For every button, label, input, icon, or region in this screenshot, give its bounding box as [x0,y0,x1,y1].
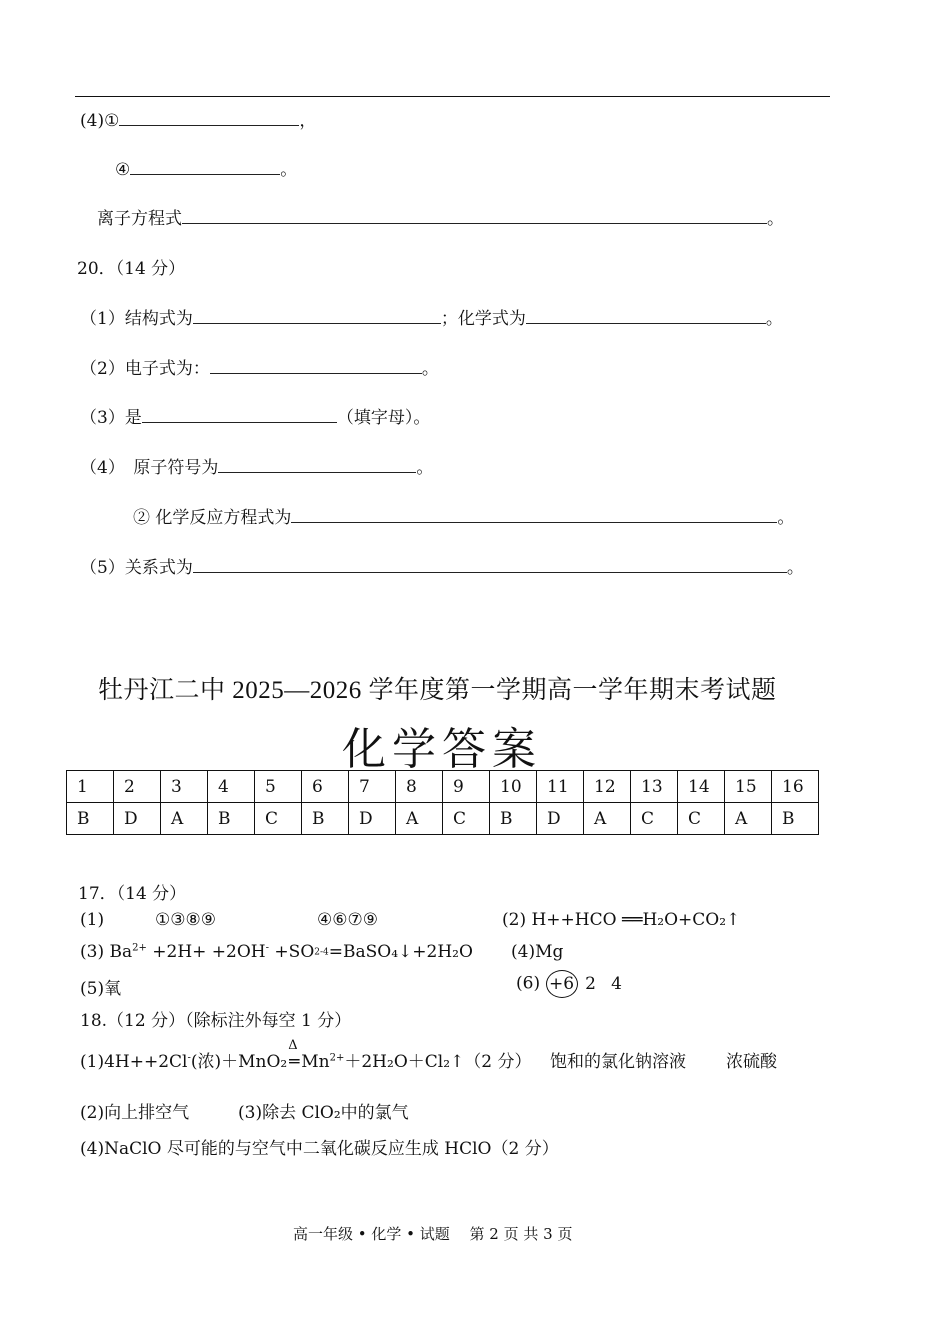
table-cell: 13 [631,771,678,803]
table-cell: D [349,803,396,835]
mc-answer-table [66,770,819,835]
q18-reagent-1: 饱和的氯化钠溶液 [550,1052,686,1072]
table-cell: 3 [161,771,208,803]
answer-blank [193,554,787,573]
table-cell: 15 [725,771,772,803]
ionic-equation-line: 离子方程式 。 [97,204,784,229]
table-cell: 2 [114,771,161,803]
table-cell: 1 [67,771,114,803]
table-cell: B [67,803,114,835]
electron-shell-2: 4 [611,974,622,994]
table-cell: 16 [772,771,819,803]
heat-condition: Δ ═ [288,1038,300,1072]
table-cell: A [725,803,772,835]
atom-nucleus: +6 [546,970,578,998]
q17-part2: (2) H++HCO ══H₂O+CO₂↑ [502,910,741,930]
table-cell: 8 [396,771,443,803]
q17-part6: (6) +6 2 4 [516,970,630,998]
table-cell: D [114,803,161,835]
q19-4-line2: ④ 。 [115,155,297,180]
table-cell: C [631,803,678,835]
table-cell: 9 [443,771,490,803]
table-cell: B [772,803,819,835]
electron-shell-1: 2 [585,974,596,994]
table-cell: 11 [537,771,584,803]
q18-part2: (2)向上排空气 [80,1103,190,1123]
q20-part4-2: ② 化学反应方程式为 。 [133,503,794,528]
q20-part5: （5）关系式为 。 [80,553,804,578]
table-cell: D [537,803,584,835]
page-footer: 高一年级 • 化学 • 试题 第 2 页 共 3 页 [293,1225,573,1243]
q17-part4: (4)Mg [511,942,564,962]
answer-key-title: 牡丹江二中 2025—2026 学年度第一学期高一学年期末考试题 [98,677,777,704]
q18-part1: (1)4H++2Cl-(浓)＋MnO₂ Δ ═ $Mn^{2+}+2H_2O+Cl_2↑(2$ 分） [80,1038,532,1072]
q17-part5: (5)氧 [80,979,122,999]
q20-part3: （3）是 （填字母）。 [80,403,430,428]
table-cell: 7 [349,771,396,803]
answer-blank [291,504,777,523]
answer-blank [142,404,337,423]
answer-blank [210,355,422,374]
table-row-answers [67,803,819,835]
q18-reagent-2: 浓硫酸 [726,1052,777,1072]
q17-header: 17．（14 分） [78,884,187,904]
table-cell: B [490,803,537,835]
q20-part4: （4） 原子符号为 。 [80,453,433,478]
answer-blank [193,305,441,324]
table-cell: A [396,803,443,835]
table-cell: C [443,803,490,835]
q17-part1-answer-b: ④⑥⑦⑨ [317,910,378,930]
table-cell: 14 [678,771,725,803]
table-cell: 5 [255,771,302,803]
q18-part3: (3)除去 ClO₂中的氯气 [238,1103,409,1123]
answer-key-subtitle: 化学答案 [342,724,542,775]
answer-blank [182,205,767,224]
table-cell: A [161,803,208,835]
q20-part1: （1）结构式为 ；化学式为 。 [80,304,783,329]
answer-blank [119,107,299,126]
header-rule [75,96,830,97]
table-cell: 10 [490,771,537,803]
table-cell: A [584,803,631,835]
table-cell: 12 [584,771,631,803]
q17-part1-answer-a: ①③⑧⑨ [155,910,216,930]
answer-blank [526,305,766,324]
q19-4-line1: (4)① ， [80,106,316,131]
q18-part4: (4)NaClO 尽可能的与空气中二氧化碳反应生成 HClO（2 分） [80,1139,559,1159]
table-cell: B [208,803,255,835]
table-cell: C [255,803,302,835]
answer-blank [218,454,416,473]
table-row-numbers [67,771,819,803]
q17-part1-label: (1) [80,910,105,930]
table-cell: 6 [302,771,349,803]
table-cell: C [678,803,725,835]
q20-part2: （2）电子式为： 。 [80,354,439,379]
answer-blank [130,156,280,175]
q18-header: 18.（12 分）（除标注外每空 1 分） [80,1011,352,1031]
q17-part3: (3) $Ba^{2+} +2H+ +2OH^-$ +SO2-4=BaSO₄↓+2H₂O [80,942,473,962]
table-cell: B [302,803,349,835]
q20-header: 20．（14 分） [77,259,186,279]
table-cell: 4 [208,771,255,803]
